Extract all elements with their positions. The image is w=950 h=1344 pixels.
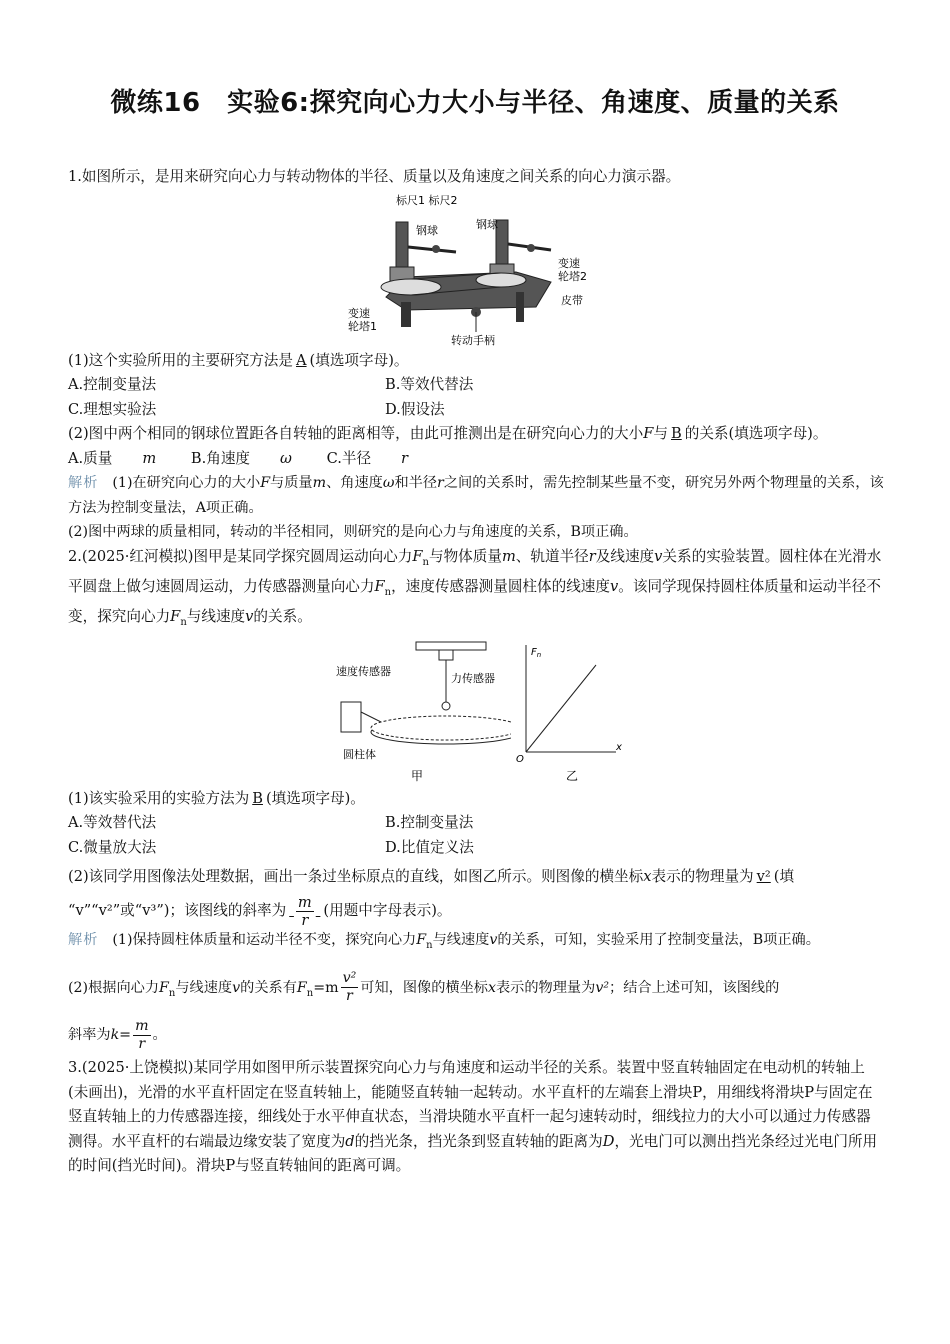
q2-stem: 2.(2025·红河模拟)图甲是某同学探究圆周运动向心力$F_n$与物体质量m、轨道半径r及线速度v关系的实验装置。圆柱体在光滑水平圆盘上做匀速圆周运动，力传感器测量向心力$F_n$，速度传感器测量圆柱体的线速度v。该同学现保持圆柱体质量和运动半径不变，探究向心力$F_n$与线速度v的关系。 [68, 547, 882, 629]
q2-analysis-3: 斜率为k= $\frac{m}{r}$ 。 [68, 1017, 167, 1052]
q2-option-b: B.控制变量法 [385, 814, 474, 832]
analysis-label: 解析 [68, 475, 99, 491]
q1-p2-option-c: C.半径 r [326, 449, 409, 467]
q2-figures [68, 640, 884, 785]
q2-analysis-2: (2)根据向心力$F_n$与线速度v的关系有$F_n=m$ $\frac{\text{v²}}{r}$ 可知，图像的横坐标x表示的物理量为v²；结合上述可知，该图线的 [68, 970, 780, 1005]
q2-figure-jia [321, 640, 511, 785]
yi-axis-x-label: x [616, 741, 622, 753]
q1-part1: (1)这个实验所用的主要研究方法是 A (填选项字母)。 [68, 351, 409, 369]
q1-stem: 1.如图所示，是用来研究向心力与转动物体的半径、质量以及角速度之间关系的向心力演示器。 [68, 168, 681, 185]
fig-speed-sensor-label: 速度传感器 [336, 664, 391, 678]
fig-ruler-label: 标尺1 标尺2 [396, 193, 458, 207]
q1-analysis-1: 解析 (1)在研究向心力的大小F与质量m、角速度ω和半径r之间的关系时，需先控制某些量不变，研究另外两个物理量的关系，该方法为控制变量法，A项正确。 [68, 475, 884, 516]
q1-part2-answer: B [671, 425, 682, 442]
fig-tower2-label-a: 变速 [558, 256, 580, 270]
q1-part2-options [68, 447, 884, 472]
q1-option-d: D.假设法 [385, 400, 445, 418]
q2-analysis-fraction: $\frac{\text{v²}}{r}$ [342, 970, 357, 1005]
fig-ball-right-label: 钢球 [476, 217, 498, 231]
q2-part1: (1)该实验采用的实验方法为 B (填选项字母)。 [68, 789, 365, 807]
fig-tower2-label-b: 轮塔2 [558, 269, 587, 283]
q2-options-row2 [68, 836, 884, 861]
q2-part2: (2)该同学用图像法处理数据，画出一条过坐标原点的直线，如图乙所示。则图像的横坐标x表示的物理量为 v² (填 “v”“v²”或“v³”)；该图线的斜率为 $\frac{m}{r}$ (用题中字母表示)。 [68, 868, 795, 929]
q1-options-row2 [68, 398, 884, 423]
q1-part2: (2)图中两个相同的钢球位置距各自转轴的距离相等，由此可推测出是在研究向心力的大小F与 B 的关系(填选项字母)。 [68, 425, 828, 442]
content [68, 165, 884, 1179]
yi-origin-label: O [516, 753, 524, 765]
q2-option-d: D.比值定义法 [385, 838, 474, 856]
q2-k-fraction: $\frac{m}{r}$ [135, 1017, 149, 1052]
fig-force-sensor-label: 力传感器 [451, 671, 495, 685]
q1-analysis-2: (2)图中两球的质量相同，转动的半径相同，则研究的是向心力与角速度的关系，B项正确。 [68, 524, 638, 540]
q1-option-c: C.理想实验法 [68, 400, 157, 418]
fig-cylinder-label: 圆柱体 [343, 747, 376, 761]
fig-belt-label: 皮带 [561, 293, 583, 307]
q2-part1-answer: B [252, 789, 263, 807]
q1-p2-option-b: B.角速度 ω [190, 449, 292, 467]
q2-option-c: C.微量放大法 [68, 838, 157, 856]
q1-options-row1 [68, 373, 884, 398]
q2-slope-fraction: $\frac{m}{r}$ [297, 893, 312, 929]
page-title: 微练16 实验6:探究向心力大小与半径、角速度、质量的关系 [110, 88, 840, 118]
yi-line [526, 665, 596, 752]
yi-axis-y-label: $F_n$ [531, 646, 542, 659]
fig-handle-label: 转动手柄 [451, 333, 495, 347]
q1-figure [346, 192, 606, 347]
q2-options-row1 [68, 811, 884, 836]
q3-stem: 3.(2025·上饶模拟)某同学用如图甲所示装置探究向心力与角速度和运动半径的关系。装置中竖直转轴固定在电动机的转轴上(未画出)，光滑的水平直杆固定在竖直转轴上，能随竖直转轴一起转动。水平直杆的左端套上滑块P，用细线将滑块P与固定在竖直转轴上的力传感器连接，细线处于水平伸直状态，当滑块随水平直杆一起匀速转动时，细线拉力的大小可以通过力传感器测得。水平直杆的右端最边缘安装了宽度为d的挡光条，挡光条到竖直转轴的距离为D，光电门可以测出挡光条经过光电门所用的时间(挡光时间)。滑块P与竖直转轴间的距离可调。 [68, 1059, 878, 1175]
fig-tower1-label-a: 变速 [348, 306, 370, 320]
q1-part1-answer: A [296, 351, 307, 369]
fig-ball-left-label: 钢球 [416, 223, 438, 237]
q1-option-a: A.控制变量法 [68, 376, 157, 393]
q1-option-b: B.等效代替法 [385, 376, 474, 393]
q2-option-a: A.等效替代法 [68, 814, 157, 832]
q1-p2-option-a: A.质量 m [68, 449, 157, 467]
fig-yi-label: 乙 [566, 768, 579, 783]
fig-jia-label: 甲 [411, 768, 424, 783]
fig-tower1-label-b: 轮塔1 [348, 319, 377, 333]
q2-analysis-1: 解析 (1)保持圆柱体质量和运动半径不变，探究向心力$F_n$与线速度v的关系，可知，实验采用了控制变量法，B项正确。 [68, 932, 820, 952]
q2-part2-answer: v² [756, 868, 771, 886]
q2-figure-yi [511, 640, 631, 785]
